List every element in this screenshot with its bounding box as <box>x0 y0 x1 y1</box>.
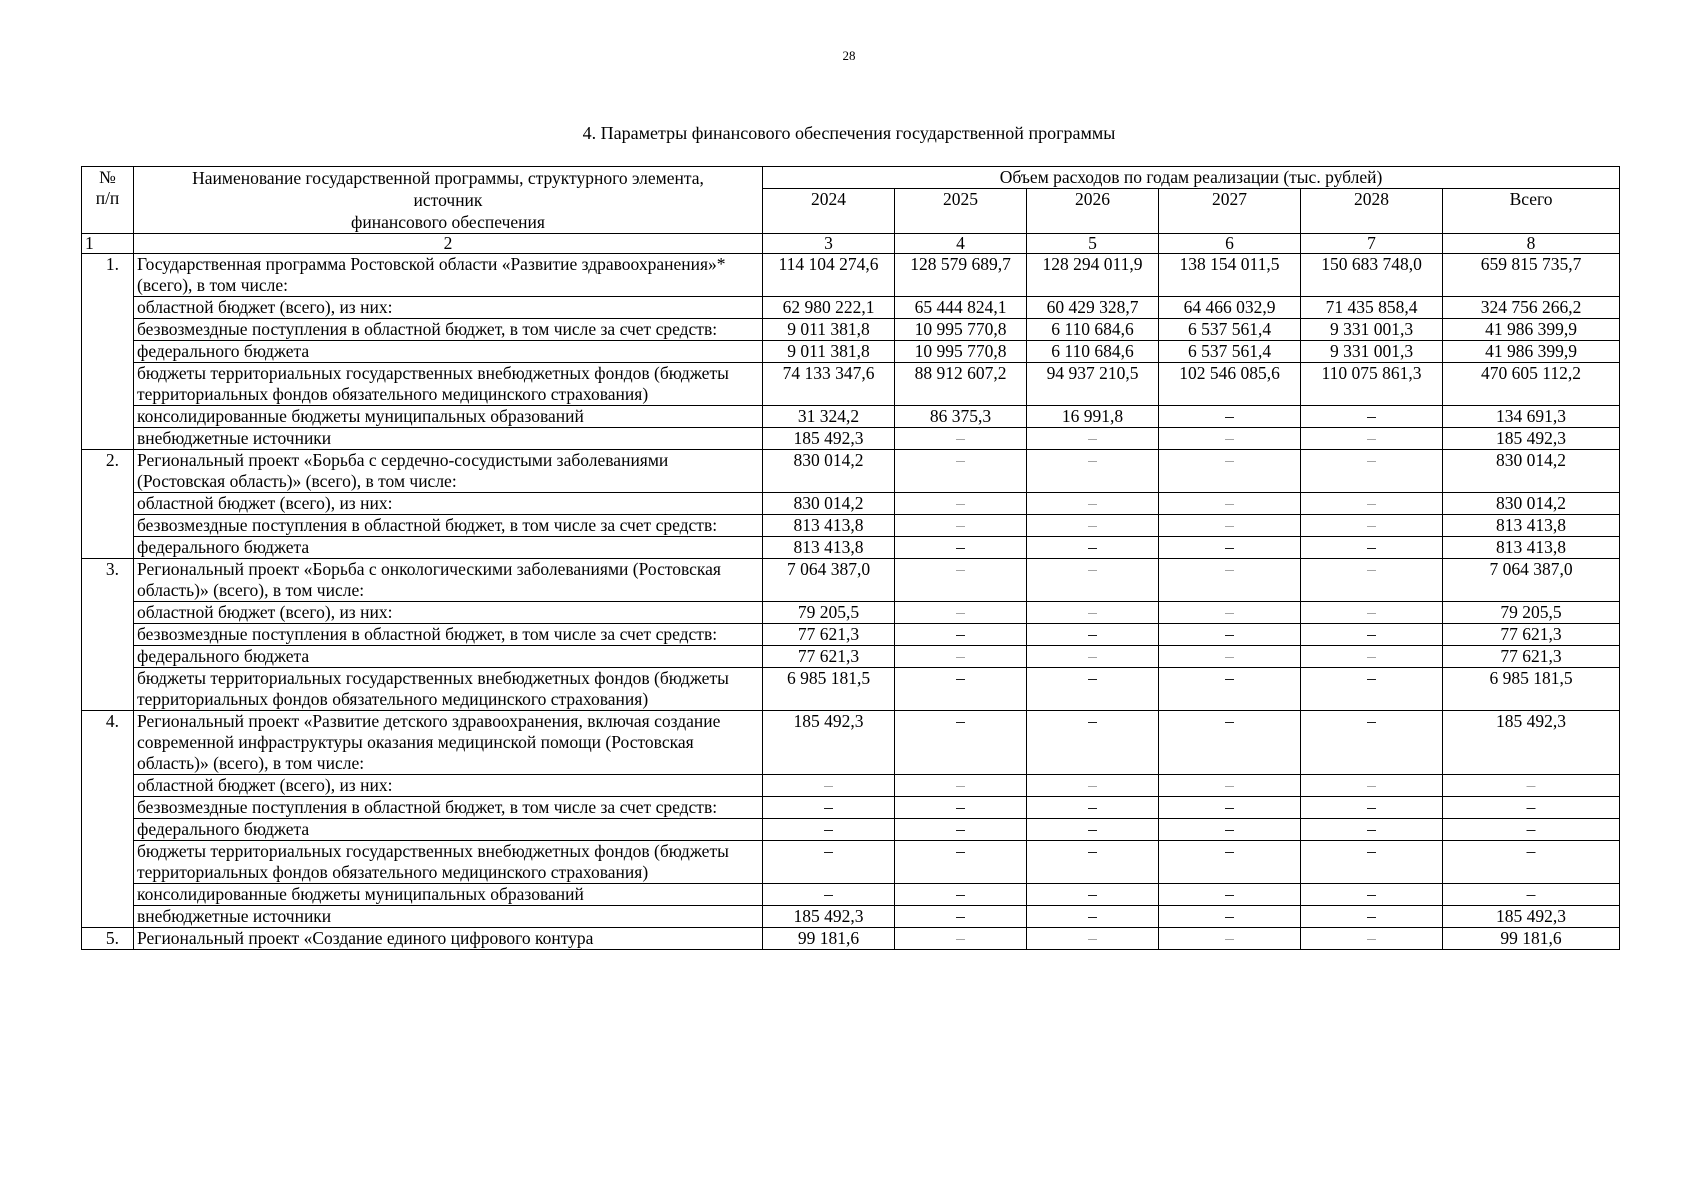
row-value: 185 492,3 <box>763 428 895 450</box>
row-value: 128 294 011,9 <box>1027 254 1159 297</box>
row-value: – <box>1027 537 1159 559</box>
row-total: 659 815 735,7 <box>1443 254 1620 297</box>
row-value: 128 579 689,7 <box>895 254 1027 297</box>
header-year-2027: 2027 <box>1159 189 1301 234</box>
row-value: 64 466 032,9 <box>1159 297 1301 319</box>
row-value: – <box>763 841 895 884</box>
row-value: – <box>895 624 1027 646</box>
row-name: консолидированные бюджеты муниципальных образований <box>134 884 763 906</box>
row-value: – <box>895 775 1027 797</box>
row-value: 830 014,2 <box>763 450 895 493</box>
row-value: – <box>1301 450 1443 493</box>
row-name: безвозмездные поступления в областной бюджет, в том числе за счет средств: <box>134 797 763 819</box>
row-name: внебюджетные источники <box>134 428 763 450</box>
row-value: – <box>1159 559 1301 602</box>
row-total: 41 986 399,9 <box>1443 319 1620 341</box>
row-value: 114 104 274,6 <box>763 254 895 297</box>
row-value: – <box>1159 668 1301 711</box>
row-value: – <box>1159 928 1301 950</box>
row-value: – <box>1159 841 1301 884</box>
index-cell: 1 <box>82 234 134 254</box>
row-value: – <box>1301 797 1443 819</box>
row-value: 830 014,2 <box>763 493 895 515</box>
row-total: 77 621,3 <box>1443 646 1620 668</box>
row-name: федерального бюджета <box>134 537 763 559</box>
row-name: консолидированные бюджеты муниципальных образований <box>134 406 763 428</box>
row-value: – <box>1301 537 1443 559</box>
row-value: – <box>1301 711 1443 775</box>
header-year-2024: 2024 <box>763 189 895 234</box>
row-value: – <box>895 602 1027 624</box>
row-name: бюджеты территориальных государственных внебюджетных фондов (бюджеты территориальных фондов обязательного медицинского страхования) <box>134 668 763 711</box>
row-value: – <box>763 797 895 819</box>
row-value: – <box>895 515 1027 537</box>
row-value: 110 075 861,3 <box>1301 363 1443 406</box>
row-number: 3. <box>82 559 134 711</box>
row-total: 99 181,6 <box>1443 928 1620 950</box>
row-value: – <box>1159 537 1301 559</box>
row-value: 185 492,3 <box>763 906 895 928</box>
row-value: – <box>895 559 1027 602</box>
row-value: – <box>895 450 1027 493</box>
row-total: 185 492,3 <box>1443 428 1620 450</box>
row-value: – <box>895 711 1027 775</box>
row-value: – <box>1301 428 1443 450</box>
row-name: безвозмездные поступления в областной бюджет, в том числе за счет средств: <box>134 624 763 646</box>
row-total: 79 205,5 <box>1443 602 1620 624</box>
row-value: 77 621,3 <box>763 646 895 668</box>
row-value: – <box>1301 602 1443 624</box>
row-value: – <box>1159 428 1301 450</box>
row-total: – <box>1443 775 1620 797</box>
row-total: 830 014,2 <box>1443 493 1620 515</box>
row-name: областной бюджет (всего), из них: <box>134 297 763 319</box>
row-value: 9 011 381,8 <box>763 341 895 363</box>
index-cell: 7 <box>1301 234 1443 254</box>
table-row <box>82 819 1620 841</box>
row-value: – <box>1027 711 1159 775</box>
row-value: 77 621,3 <box>763 624 895 646</box>
table-row <box>82 406 1620 428</box>
row-value: – <box>895 906 1027 928</box>
row-value: 60 429 328,7 <box>1027 297 1159 319</box>
row-total: 324 756 266,2 <box>1443 297 1620 319</box>
row-value: 138 154 011,5 <box>1159 254 1301 297</box>
row-value: – <box>1159 624 1301 646</box>
header-num: № п/п <box>82 167 134 234</box>
row-value: – <box>1027 646 1159 668</box>
row-value: – <box>763 775 895 797</box>
row-value: – <box>1027 624 1159 646</box>
row-value: 79 205,5 <box>763 602 895 624</box>
row-value: – <box>1159 602 1301 624</box>
row-value: – <box>1159 711 1301 775</box>
row-number: 1. <box>82 254 134 450</box>
row-total: 185 492,3 <box>1443 711 1620 775</box>
row-name: Региональный проект «Развитие детского здравоохранения, включая создание современной инфраструктуры оказания медицинской помощи (Ростовская область)» (всего), в том числе: <box>134 711 763 775</box>
row-value: – <box>1301 906 1443 928</box>
row-value: – <box>1027 493 1159 515</box>
header-total: Всего <box>1443 189 1620 234</box>
row-value: 62 980 222,1 <box>763 297 895 319</box>
row-value: – <box>1159 450 1301 493</box>
row-value: – <box>1301 624 1443 646</box>
row-value: – <box>1301 668 1443 711</box>
row-value: – <box>1301 841 1443 884</box>
row-value: – <box>1027 559 1159 602</box>
row-value: 6 537 561,4 <box>1159 341 1301 363</box>
row-value: – <box>1159 797 1301 819</box>
row-total: – <box>1443 884 1620 906</box>
table-row <box>82 646 1620 668</box>
table-row <box>82 559 1620 602</box>
row-value: – <box>1027 797 1159 819</box>
row-total: 7 064 387,0 <box>1443 559 1620 602</box>
table-row <box>82 297 1620 319</box>
index-cell: 6 <box>1159 234 1301 254</box>
header-year-2028: 2028 <box>1301 189 1443 234</box>
row-value: – <box>895 841 1027 884</box>
index-cell: 4 <box>895 234 1027 254</box>
row-value: 150 683 748,0 <box>1301 254 1443 297</box>
row-total: 813 413,8 <box>1443 537 1620 559</box>
table-row <box>82 668 1620 711</box>
row-value: – <box>1301 819 1443 841</box>
row-value: 6 110 684,6 <box>1027 341 1159 363</box>
row-name: Региональный проект «Создание единого цифрового контура <box>134 928 763 950</box>
table-row <box>82 884 1620 906</box>
row-number: 5. <box>82 928 134 950</box>
table-row <box>82 624 1620 646</box>
row-name: Государственная программа Ростовской области «Развитие здравоохранения»* (всего), в том числе: <box>134 254 763 297</box>
row-value: – <box>1027 928 1159 950</box>
row-value: 10 995 770,8 <box>895 319 1027 341</box>
row-value: – <box>895 819 1027 841</box>
row-value: – <box>1301 884 1443 906</box>
table-row <box>82 711 1620 775</box>
table-row <box>82 341 1620 363</box>
header-row-1 <box>82 167 1620 189</box>
table-row <box>82 602 1620 624</box>
row-name: внебюджетные источники <box>134 906 763 928</box>
row-value: 813 413,8 <box>763 537 895 559</box>
table-row <box>82 797 1620 819</box>
table-row <box>82 906 1620 928</box>
header-year-2025: 2025 <box>895 189 1027 234</box>
table-row <box>82 254 1620 297</box>
row-name: Региональный проект «Борьба с сердечно-сосудистыми заболеваниями (Ростовская область)» (всего), в том числе: <box>134 450 763 493</box>
row-total: 41 986 399,9 <box>1443 341 1620 363</box>
row-value: – <box>1159 493 1301 515</box>
table-row <box>82 537 1620 559</box>
row-value: – <box>1301 646 1443 668</box>
row-value: 65 444 824,1 <box>895 297 1027 319</box>
page-number: 28 <box>842 48 856 63</box>
row-value: – <box>1027 819 1159 841</box>
row-name: Региональный проект «Борьба с онкологическими заболеваниями (Ростовская область)» (всего), в том числе: <box>134 559 763 602</box>
row-value: 813 413,8 <box>763 515 895 537</box>
row-value: – <box>1027 428 1159 450</box>
row-value: 88 912 607,2 <box>895 363 1027 406</box>
row-value: – <box>1027 450 1159 493</box>
row-total: – <box>1443 841 1620 884</box>
row-value: – <box>1027 775 1159 797</box>
table-row <box>82 928 1620 950</box>
index-row <box>82 234 1620 254</box>
header-name: Наименование государственной программы, структурного элемента, источник финансового обеспечения <box>134 167 763 234</box>
index-cell: 5 <box>1027 234 1159 254</box>
row-value: – <box>1027 906 1159 928</box>
row-value: 9 331 001,3 <box>1301 341 1443 363</box>
row-value: 9 331 001,3 <box>1301 319 1443 341</box>
row-total: 470 605 112,2 <box>1443 363 1620 406</box>
table-row <box>82 319 1620 341</box>
row-value: 6 537 561,4 <box>1159 319 1301 341</box>
table-row <box>82 450 1620 493</box>
row-value: – <box>1301 406 1443 428</box>
table-body <box>82 254 1620 950</box>
row-value: 102 546 085,6 <box>1159 363 1301 406</box>
row-total: – <box>1443 819 1620 841</box>
row-value: – <box>895 493 1027 515</box>
row-total: 185 492,3 <box>1443 906 1620 928</box>
row-value: 71 435 858,4 <box>1301 297 1443 319</box>
row-number: 2. <box>82 450 134 559</box>
row-value: 74 133 347,6 <box>763 363 895 406</box>
row-number: 4. <box>82 711 134 928</box>
row-value: 7 064 387,0 <box>763 559 895 602</box>
row-value: – <box>895 884 1027 906</box>
row-name: бюджеты территориальных государственных внебюджетных фондов (бюджеты территориальных фондов обязательного медицинского страхования) <box>134 363 763 406</box>
table-row <box>82 493 1620 515</box>
row-total: 813 413,8 <box>1443 515 1620 537</box>
row-value: – <box>1159 906 1301 928</box>
row-value: – <box>1301 775 1443 797</box>
row-value: – <box>895 668 1027 711</box>
row-value: – <box>1159 884 1301 906</box>
table-row <box>82 775 1620 797</box>
row-value: 10 995 770,8 <box>895 341 1027 363</box>
row-total: 6 985 181,5 <box>1443 668 1620 711</box>
row-value: – <box>895 928 1027 950</box>
row-name: федерального бюджета <box>134 819 763 841</box>
row-value: 94 937 210,5 <box>1027 363 1159 406</box>
row-total: – <box>1443 797 1620 819</box>
row-value: 185 492,3 <box>763 711 895 775</box>
row-name: областной бюджет (всего), из них: <box>134 602 763 624</box>
row-value: 99 181,6 <box>763 928 895 950</box>
table-row <box>82 363 1620 406</box>
row-total: 134 691,3 <box>1443 406 1620 428</box>
row-value: 86 375,3 <box>895 406 1027 428</box>
row-total: 830 014,2 <box>1443 450 1620 493</box>
row-value: – <box>895 428 1027 450</box>
header-year-2026: 2026 <box>1027 189 1159 234</box>
row-value: – <box>1301 515 1443 537</box>
row-name: областной бюджет (всего), из них: <box>134 493 763 515</box>
row-value: 9 011 381,8 <box>763 319 895 341</box>
row-value: – <box>1301 559 1443 602</box>
row-value: – <box>1159 819 1301 841</box>
row-name: федерального бюджета <box>134 341 763 363</box>
row-name: федерального бюджета <box>134 646 763 668</box>
row-name: областной бюджет (всего), из них: <box>134 775 763 797</box>
index-cell: 3 <box>763 234 895 254</box>
row-value: – <box>1159 646 1301 668</box>
table-row <box>82 515 1620 537</box>
row-value: – <box>895 797 1027 819</box>
row-name: бюджеты территориальных государственных внебюджетных фондов (бюджеты территориальных фондов обязательного медицинского страхования) <box>134 841 763 884</box>
financing-table <box>81 166 1620 950</box>
row-value: – <box>1027 602 1159 624</box>
row-value: 6 985 181,5 <box>763 668 895 711</box>
row-value: – <box>1027 515 1159 537</box>
document-title: 4. Параметры финансового обеспечения государственной программы <box>582 123 1116 143</box>
row-name: безвозмездные поступления в областной бюджет, в том числе за счет средств: <box>134 319 763 341</box>
row-name: безвозмездные поступления в областной бюджет, в том числе за счет средств: <box>134 515 763 537</box>
row-value: – <box>895 537 1027 559</box>
row-value: – <box>1027 668 1159 711</box>
row-total: 77 621,3 <box>1443 624 1620 646</box>
index-cell: 2 <box>134 234 763 254</box>
row-value: – <box>763 884 895 906</box>
row-value: – <box>763 819 895 841</box>
row-value: 6 110 684,6 <box>1027 319 1159 341</box>
table-row <box>82 428 1620 450</box>
row-value: – <box>1159 515 1301 537</box>
row-value: – <box>1027 884 1159 906</box>
row-value: 31 324,2 <box>763 406 895 428</box>
row-value: 16 991,8 <box>1027 406 1159 428</box>
row-value: – <box>1301 928 1443 950</box>
row-value: – <box>1159 775 1301 797</box>
row-value: – <box>895 646 1027 668</box>
row-value: – <box>1159 406 1301 428</box>
row-value: – <box>1027 841 1159 884</box>
header-volume: Объем расходов по годам реализации (тыс. рублей) <box>763 167 1620 189</box>
table-row <box>82 841 1620 884</box>
row-value: – <box>1301 493 1443 515</box>
index-cell: 8 <box>1443 234 1620 254</box>
